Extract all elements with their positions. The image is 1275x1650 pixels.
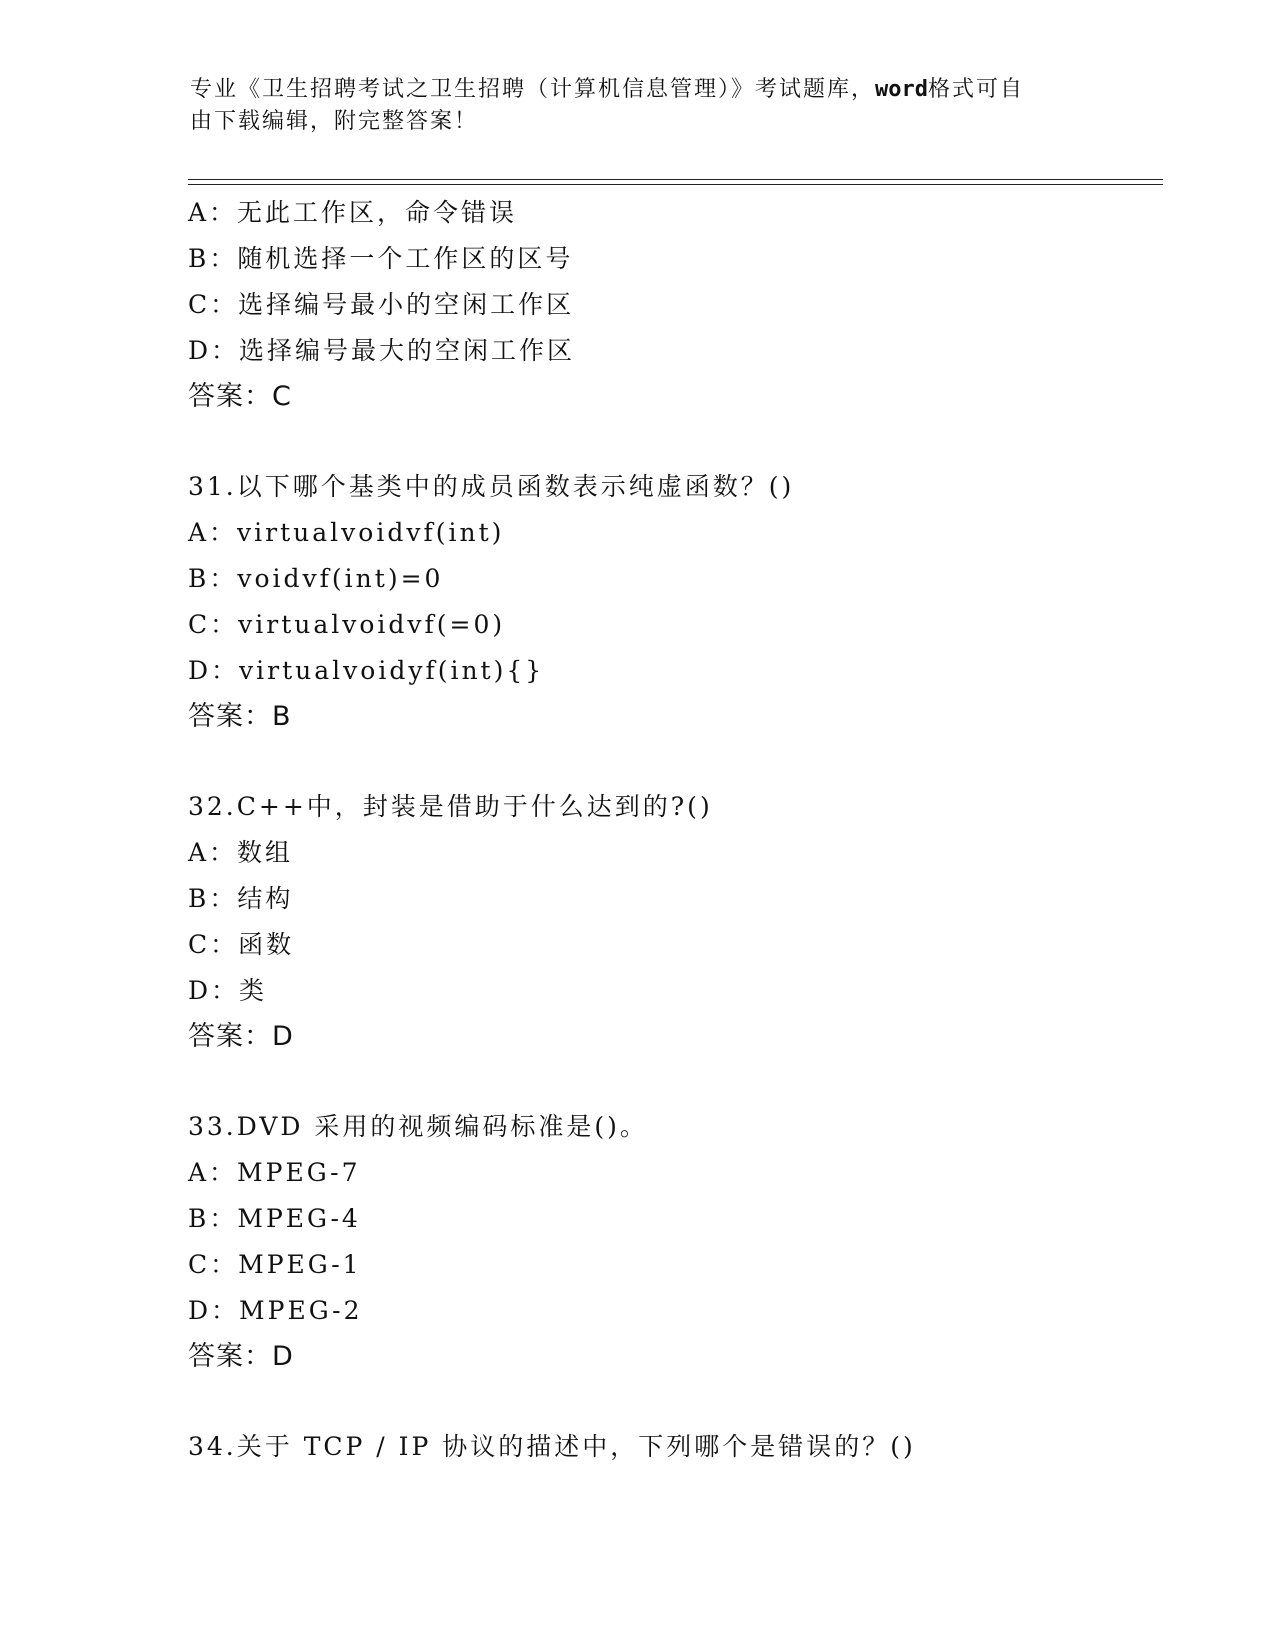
answer-line: 答案：B <box>188 701 292 732</box>
option-b: B：结构 <box>188 884 294 913</box>
document-header <box>190 74 1090 138</box>
question-list <box>188 190 1148 1470</box>
option-a: A：数组 <box>188 838 294 867</box>
question-30-continued <box>188 190 1148 420</box>
answer-line: 答案：C <box>188 381 292 412</box>
option-c: C：MPEG-1 <box>188 1250 362 1279</box>
option-b: B：voidvf(int)=0 <box>188 564 444 593</box>
question-text: 33.DVD 采用的视频编码标准是()。 <box>188 1112 648 1141</box>
spacer <box>188 1060 1148 1104</box>
option-d: D：类 <box>188 976 268 1005</box>
question-32 <box>188 784 1148 1060</box>
spacer <box>188 740 1148 784</box>
option-c: C：函数 <box>188 930 295 959</box>
header-line-2: 由下载编辑，附完整答案！ <box>190 109 479 134</box>
header-divider-bottom <box>188 184 1163 185</box>
header-word: word <box>875 77 928 102</box>
option-d: D：MPEG-2 <box>188 1296 363 1325</box>
option-a: A：MPEG-7 <box>188 1158 361 1187</box>
question-34 <box>188 1424 1148 1470</box>
option-b: B：随机选择一个工作区的区号 <box>188 244 574 273</box>
option-b: B：MPEG-4 <box>188 1204 361 1233</box>
question-text: 31.以下哪个基类中的成员函数表示纯虚函数？() <box>188 472 795 501</box>
option-c: C：virtualvoidvf(=0) <box>188 610 506 639</box>
option-a: A：virtualvoidvf(int) <box>188 518 505 547</box>
header-text-b: 格式可自 <box>928 77 1025 102</box>
question-31 <box>188 464 1148 740</box>
header-text-a: 专业《卫生招聘考试之卫生招聘（计算机信息管理）》考试题库， <box>190 77 876 102</box>
header-divider-top <box>188 179 1163 180</box>
option-d: D：选择编号最大的空闲工作区 <box>188 336 576 365</box>
option-d: D：virtualvoidyf(int){} <box>188 656 545 685</box>
question-text: 32.C++中，封装是借助于什么达到的?() <box>188 792 713 821</box>
question-33 <box>188 1104 1148 1380</box>
option-a: A：无此工作区，命令错误 <box>188 198 518 227</box>
header-line-1 <box>190 74 1090 106</box>
question-text: 34.关于 TCP / IP 协议的描述中，下列哪个是错误的？() <box>188 1432 916 1461</box>
answer-line: 答案：D <box>188 1021 294 1052</box>
option-c: C：选择编号最小的空闲工作区 <box>188 290 575 319</box>
spacer <box>188 420 1148 464</box>
answer-line: 答案：D <box>188 1341 294 1372</box>
spacer <box>188 1380 1148 1424</box>
